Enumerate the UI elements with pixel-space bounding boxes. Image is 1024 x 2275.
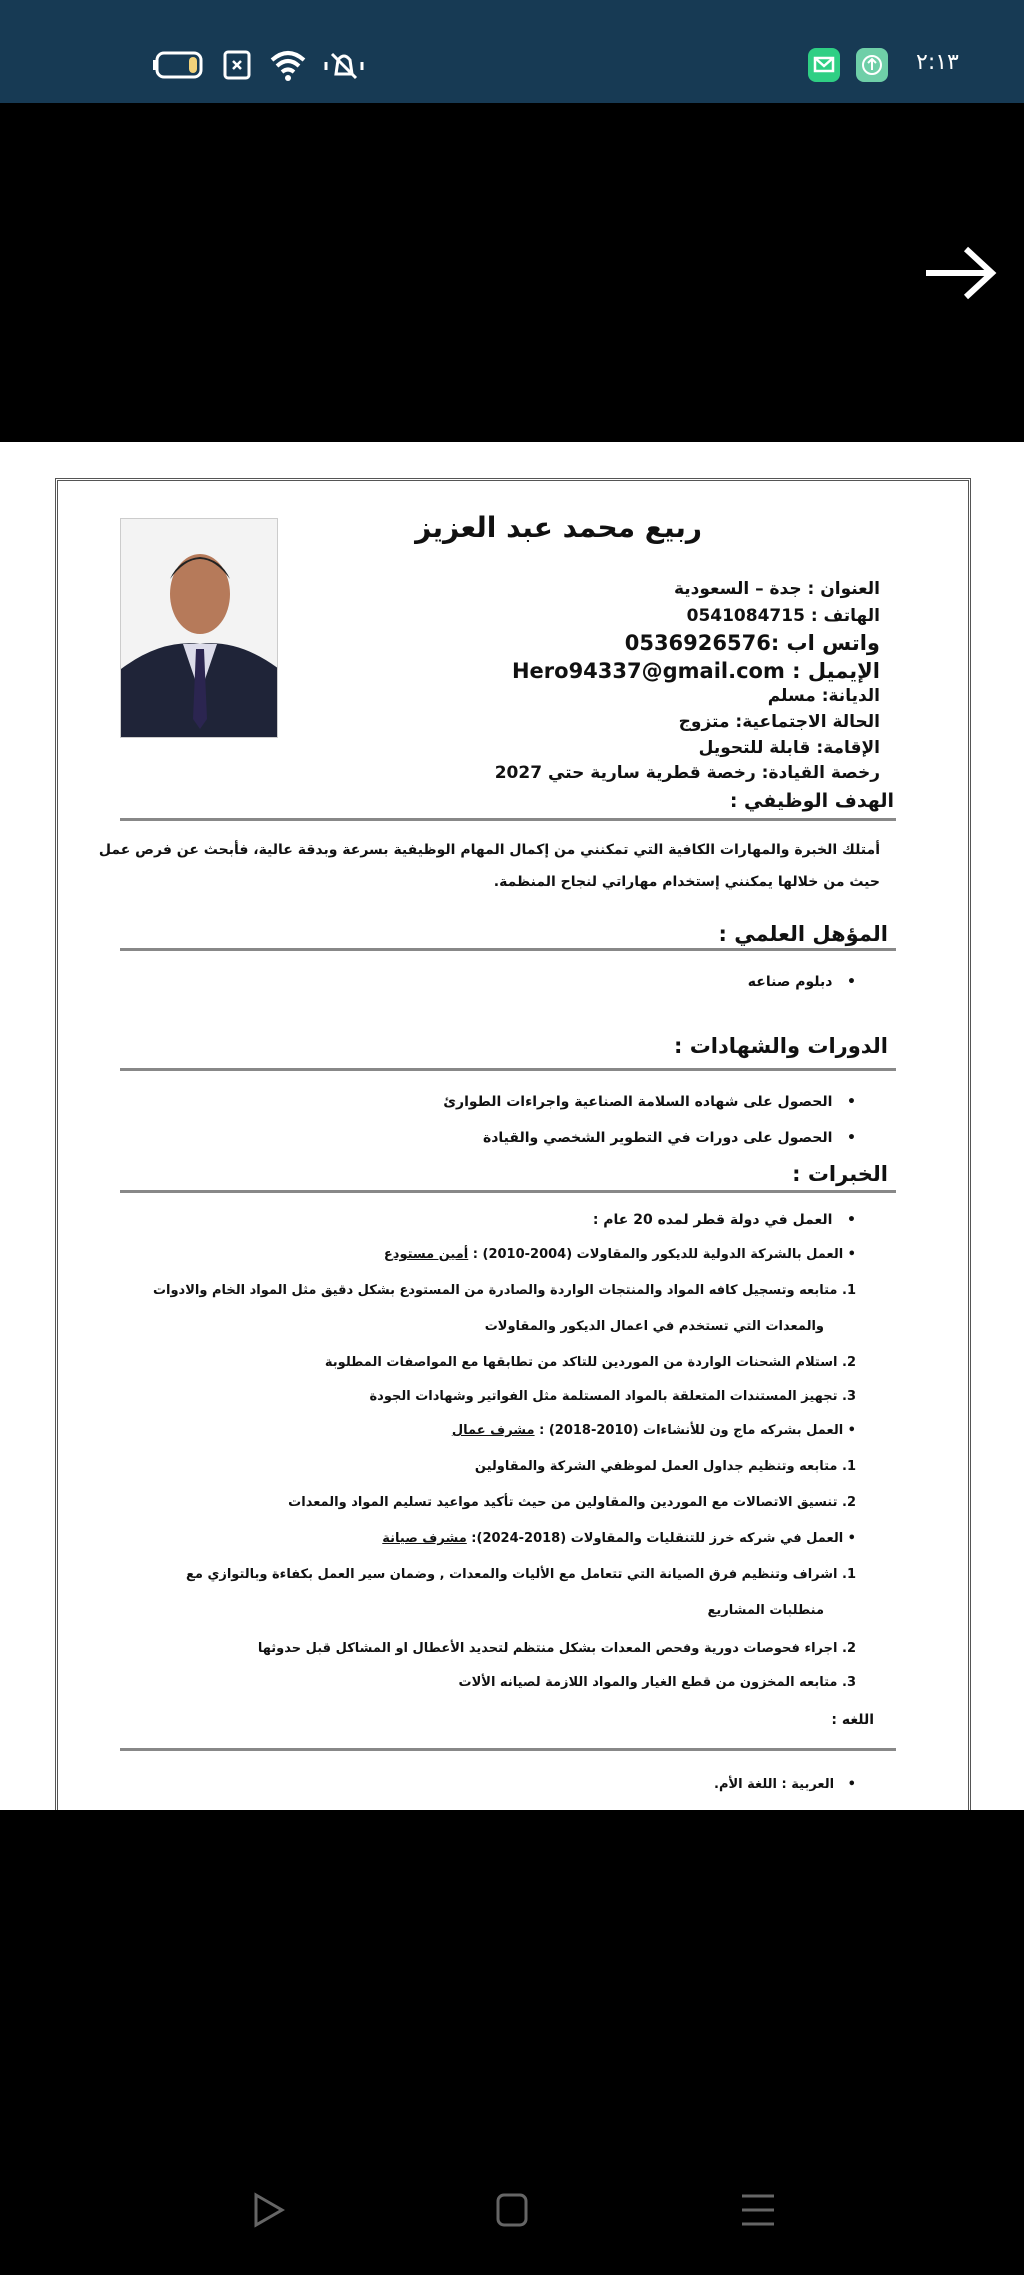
back-triangle-icon[interactable]: [250, 2190, 286, 2230]
upload-notification-icon: [856, 48, 888, 82]
viewer-toolbar: [0, 103, 1024, 442]
experience-intro-text: العمل في دولة قطر لمده 20 عام :: [592, 1212, 833, 1228]
job-task: 2. تنسيق الاتصالات مع الموردين والمقاولين من حيث تأكيد مواعيد تسليم المواد والمعدات: [288, 1495, 856, 1510]
job-task: 1. اشراف وتنظيم فرق الصيانة التي تتعامل مع الأليات والمعدات , وضمان سير العمل بكفاءة وبالتوازي مع: [185, 1567, 856, 1582]
language-item: • العربية : اللغة الأم.: [714, 1777, 856, 1792]
info-residence: الإقامة: قابلة للتحويل: [698, 738, 880, 758]
info-address: العنوان : جدة – السعودية: [673, 579, 880, 599]
job-task: 3. تجهيز المستندات المتعلقة بالمواد المستلمة مثل الفواتير وشهادات الجودة: [369, 1389, 856, 1404]
job-task: والمعدات التي تستخدم في اعمال الديكور والمقاولات: [484, 1319, 824, 1334]
sim-missing-icon: [222, 50, 252, 80]
divider: [120, 1068, 896, 1071]
cv-name: ربيع محمد عبد العزيز: [415, 511, 702, 544]
arrow-right-icon[interactable]: [922, 243, 998, 303]
job-3: • العمل في شركه خرز للتنقليات والمقاولات (2018-2024): مشرف صيانة: [382, 1531, 856, 1546]
job-company: العمل بشركه ماج ون للأنشاءات (2010-2018) :: [534, 1423, 844, 1438]
job-title: أمين مستودع: [383, 1247, 469, 1262]
cv-document: [0, 442, 1024, 1810]
language-item-text: العربية : اللغة الأم.: [714, 1777, 835, 1792]
info-religion: الديانة: مسلم: [767, 686, 880, 706]
info-email: الإيميل : Hero94337@gmail.com: [511, 659, 880, 683]
job-task: 3. متابعه المخزون من قطع الغيار والمواد اللازمة لصيانه الألات: [458, 1675, 856, 1690]
experience-heading: الخبرات :: [792, 1162, 888, 1186]
courses-heading: الدورات والشهادات :: [673, 1034, 888, 1058]
course-item: • الحصول على شهاده السلامة الصناعية واجراءات الطوارئ: [443, 1094, 856, 1110]
divider: [120, 1748, 896, 1751]
message-notification-icon: [808, 48, 840, 82]
objective-line: حيث من خلالها يمكنني إستخدام مهاراتي لنجاح المنظمة.: [493, 874, 880, 890]
info-whatsapp: واتس اب :0536926576: [624, 631, 880, 655]
education-item: • دبلوم صناعه: [747, 974, 856, 990]
education-heading: المؤهل العلمي :: [718, 922, 888, 946]
course-item: • الحصول على دورات في التطوير الشخصي والقيادة: [482, 1130, 856, 1146]
job-task: 1. متابعه وتسجيل كافه المواد والمنتجات الواردة والصادرة من المستودع بشكل دقيق مثل المواد الخام والادوات: [152, 1283, 856, 1298]
objective-heading: الهدف الوظيفي :: [729, 790, 894, 812]
job-title: مشرف صيانة: [382, 1531, 467, 1546]
divider: [120, 1190, 896, 1193]
status-bar: [0, 0, 1024, 103]
battery-icon: [153, 50, 205, 80]
recents-menu-icon[interactable]: [738, 2190, 778, 2230]
objective-line: أمتلك الخبرة والمهارات الكافية التي تمكنني من إكمال المهام الوظيفية بسرعة وبدقة عالية، فأبحث عن فرص عمل: [98, 842, 880, 858]
profile-photo: [120, 518, 278, 738]
info-phone: الهاتف : 0541084715: [686, 606, 880, 626]
job-1: • العمل بالشركة الدولية للديكور والمقاولات (2004-2010) : أمين مستودع: [383, 1247, 856, 1262]
clock: ٢:١٣: [916, 50, 959, 75]
job-title: مشرف عمال: [451, 1423, 535, 1438]
job-task: 2. اجراء فحوصات دورية وفحص المعدات بشكل منتظم لتحديد الأعطال او المشاكل قبل حدوثها: [257, 1641, 856, 1656]
language-heading: اللغه :: [831, 1712, 874, 1728]
job-company: العمل في شركه خرز للتنقليات والمقاولات (2018-2024):: [466, 1531, 844, 1546]
home-square-icon[interactable]: [494, 2190, 530, 2230]
job-company: العمل بالشركة الدولية للديكور والمقاولات (2004-2010) :: [468, 1247, 844, 1262]
vibrate-silent-icon: [322, 50, 366, 82]
job-task: 2. استلام الشحنات الواردة من الموردين للتاكد من تطابقها مع المواصفات المطلوبة: [324, 1355, 856, 1370]
education-item-text: دبلوم صناعه: [747, 974, 833, 990]
job-2: • العمل بشركه ماج ون للأنشاءات (2010-2018) : مشرف عمال: [451, 1423, 856, 1438]
divider: [120, 818, 896, 821]
wifi-icon: [268, 50, 308, 82]
job-task: 1. متابعه وتنظيم جداول العمل لموظفي الشركة والمقاولين: [474, 1459, 856, 1474]
info-license: رخصة القيادة: رخصة قطرية سارية حتي 2027: [494, 763, 880, 783]
divider: [120, 948, 896, 951]
course-item-text: الحصول على شهاده السلامة الصناعية واجراءات الطوارئ: [443, 1094, 833, 1110]
job-task: منطلبات المشاريع: [707, 1603, 824, 1618]
info-marital: الحالة الاجتماعية: متزوج: [678, 712, 880, 732]
course-item-text: الحصول على دورات في التطوير الشخصي والقيادة: [482, 1130, 833, 1146]
experience-intro: • العمل في دولة قطر لمده 20 عام :: [592, 1212, 856, 1228]
